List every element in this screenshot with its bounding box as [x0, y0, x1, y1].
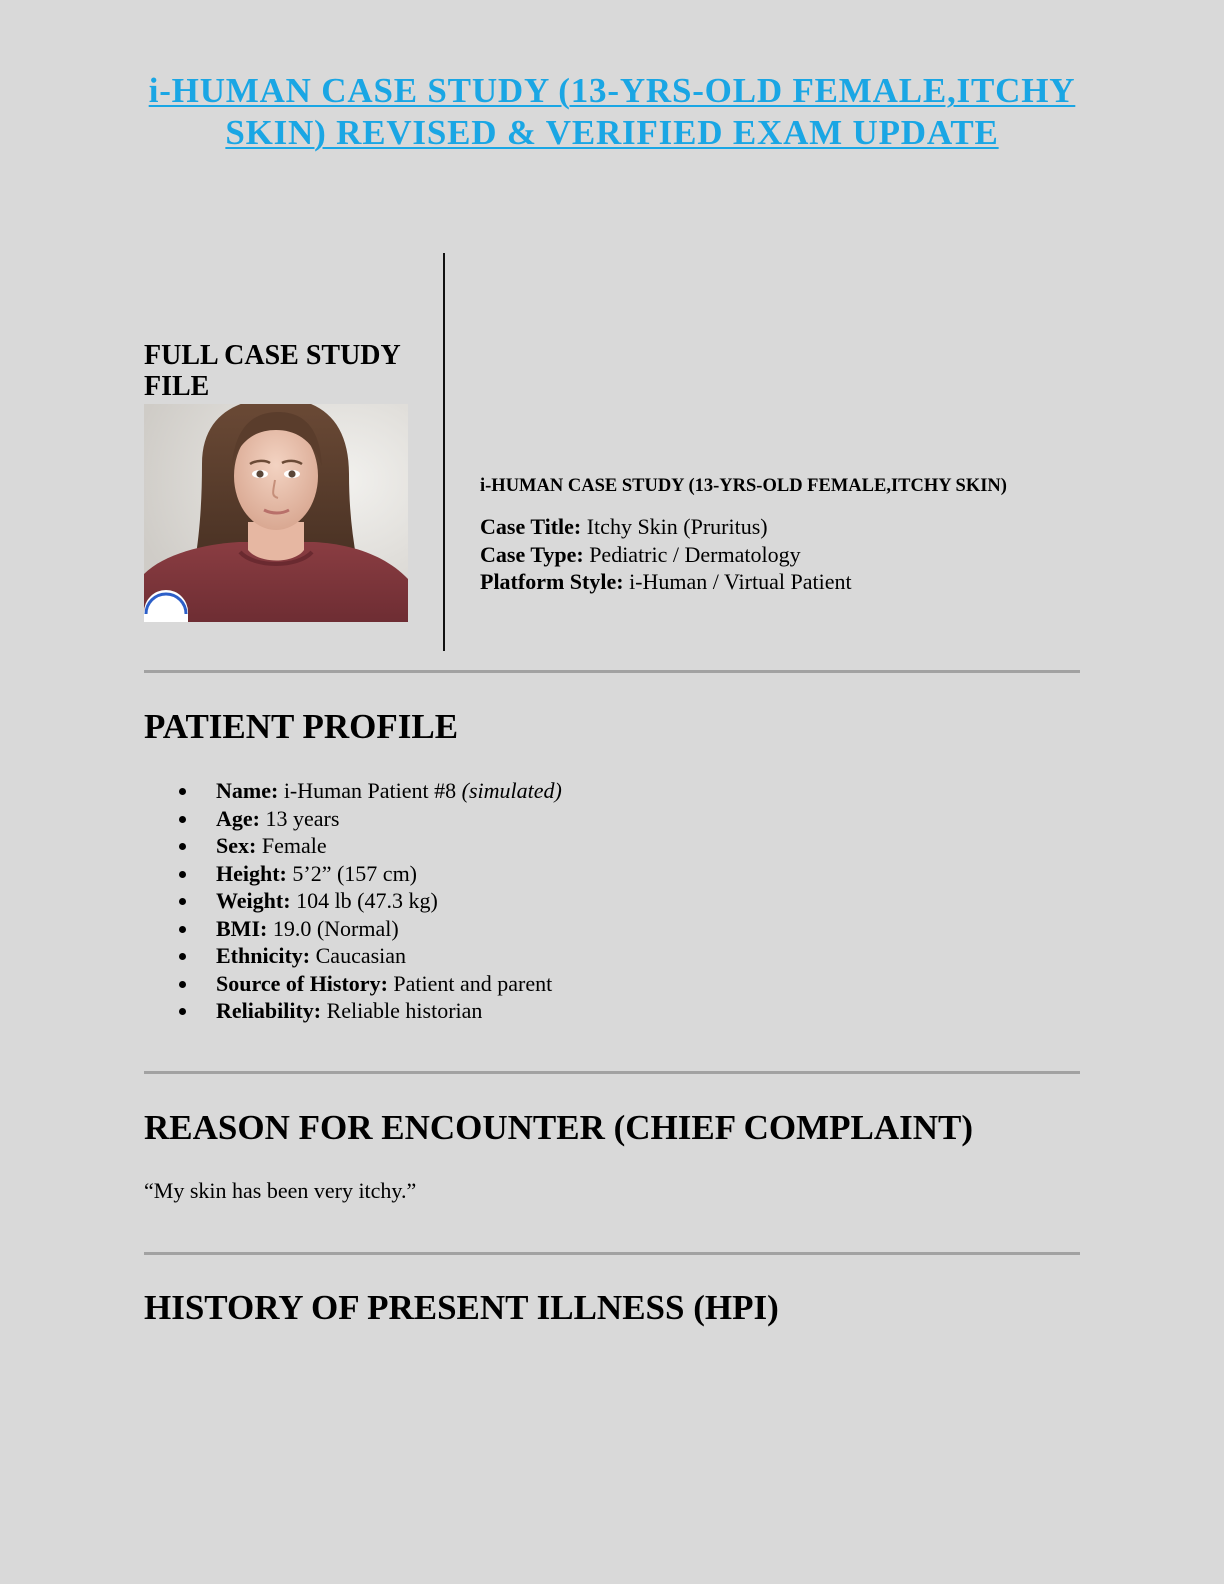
- section-rule: [144, 1071, 1080, 1074]
- column-divider: [443, 253, 445, 651]
- list-item: [144, 915, 562, 943]
- hpi-heading: HISTORY OF PRESENT ILLNESS (HPI): [144, 1288, 779, 1327]
- chief-complaint-quote: “My skin has been very itchy.”: [144, 1178, 417, 1203]
- section-rule: [144, 1252, 1080, 1255]
- list-item: [144, 970, 562, 998]
- case-subtitle: i-HUMAN CASE STUDY (13-YRS-OLD FEMALE,ITCHY SKIN): [480, 476, 1007, 496]
- list-item: [144, 860, 562, 888]
- list-item: [144, 942, 562, 970]
- case-title-line: [480, 513, 1120, 541]
- cover-right-column: [480, 474, 1120, 596]
- platform-style-value: i-Human / Virtual Patient: [623, 569, 852, 594]
- profile-label: Height:: [216, 860, 287, 886]
- profile-value: 19.0 (Normal): [267, 915, 399, 941]
- patient-portrait: [144, 404, 408, 622]
- profile-note: (simulated): [461, 778, 562, 803]
- case-type-label: Case Type:: [480, 541, 584, 567]
- profile-label: BMI:: [216, 915, 268, 941]
- bullet-icon: [179, 788, 186, 795]
- bullet-icon: [179, 981, 186, 988]
- list-item: [144, 777, 562, 805]
- cover-left-column: [144, 340, 434, 622]
- profile-value: Female: [256, 833, 327, 858]
- profile-label: Ethnicity:: [216, 943, 311, 968]
- patient-profile-list: [144, 777, 562, 1025]
- list-item: [144, 832, 562, 860]
- patient-profile-heading: PATIENT PROFILE: [144, 707, 459, 746]
- bullet-icon: [179, 953, 186, 960]
- bullet-icon: [179, 871, 186, 878]
- profile-value: 5’2” (157 cm): [286, 860, 418, 886]
- profile-label: Age:: [216, 805, 260, 831]
- profile-value: 13 years: [259, 805, 340, 831]
- case-title-label: Case Title:: [480, 514, 582, 539]
- bullet-icon: [179, 816, 186, 823]
- profile-label: Source of History:: [216, 970, 388, 996]
- platform-style-label: Platform Style:: [480, 569, 624, 594]
- platform-style-line: [480, 568, 1120, 596]
- chief-complaint-heading: REASON FOR ENCOUNTER (CHIEF COMPLAINT): [144, 1108, 974, 1147]
- section-rule: [144, 670, 1080, 673]
- profile-label: Sex:: [216, 833, 257, 858]
- full-case-study-label: FULL CASE STUDY FILE: [144, 340, 400, 402]
- bullet-icon: [179, 926, 186, 933]
- profile-label: Weight:: [216, 888, 291, 913]
- list-item: [144, 997, 562, 1025]
- profile-value: Patient and parent: [387, 970, 553, 996]
- profile-label: Reliability:: [216, 998, 322, 1023]
- bullet-icon: [179, 1008, 186, 1015]
- bullet-icon: [179, 898, 186, 905]
- profile-value: Caucasian: [310, 943, 407, 968]
- profile-label: Name:: [216, 778, 279, 803]
- case-type-value: Pediatric / Dermatology: [583, 541, 801, 567]
- bullet-icon: [179, 843, 186, 850]
- case-type-line: [480, 541, 1120, 569]
- profile-value: 104 lb (47.3 kg): [290, 888, 438, 913]
- list-item: [144, 887, 562, 915]
- profile-value: i-Human Patient #8: [278, 778, 462, 803]
- document-title[interactable]: i-HUMAN CASE STUDY (13-YRS-OLD FEMALE,ITCHY SKIN) REVISED & VERIFIED EXAM UPDATE: [148, 71, 1076, 152]
- profile-value: Reliable historian: [321, 998, 483, 1023]
- list-item: [144, 805, 562, 833]
- case-title-value: Itchy Skin (Pruritus): [581, 514, 768, 539]
